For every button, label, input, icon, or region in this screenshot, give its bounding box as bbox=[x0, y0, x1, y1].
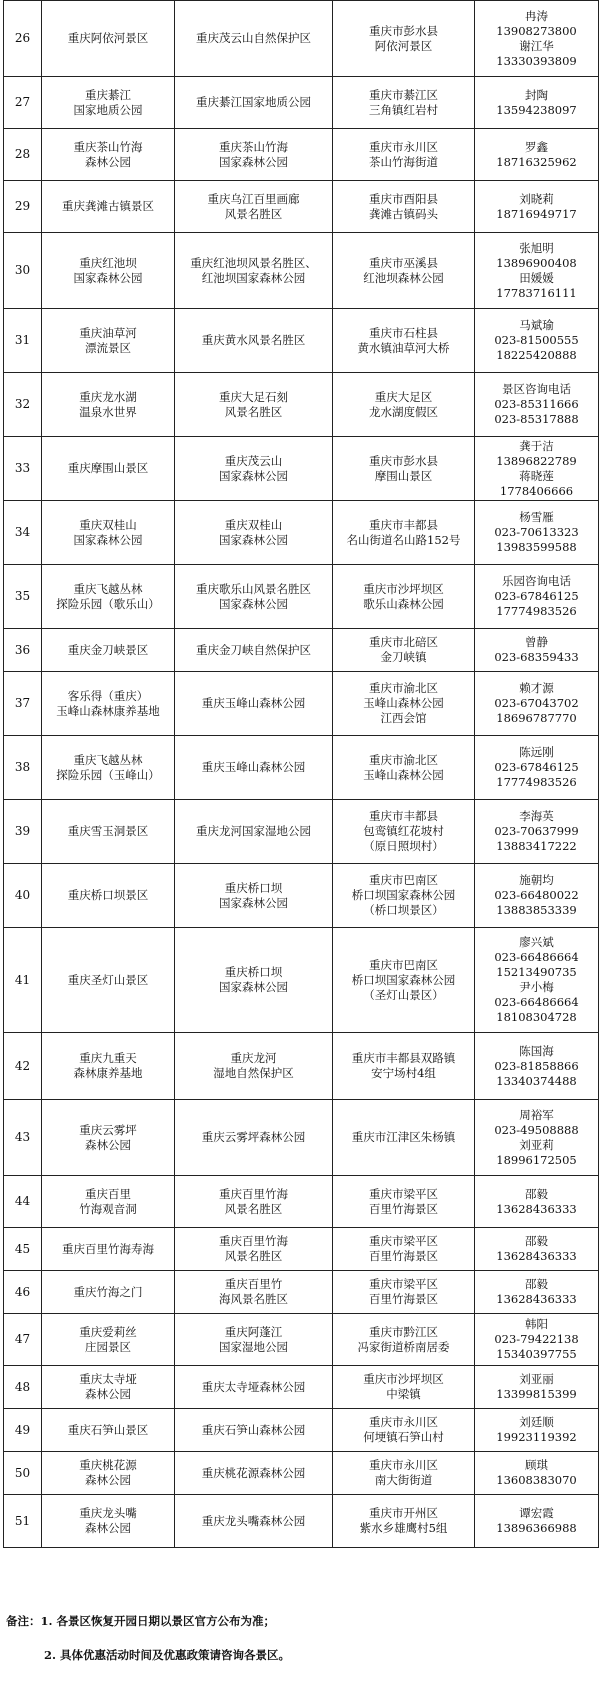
table-row bbox=[4, 309, 599, 373]
contact-info-cell: 罗鑫 18716325962 bbox=[475, 129, 599, 181]
scenic-name-cell: 重庆油草河 漂流景区 bbox=[42, 309, 175, 373]
address-cell: 重庆市綦江区 三角镇红岩村 bbox=[333, 77, 475, 129]
address-cell: 重庆市丰都县 名山街道名山路152号 bbox=[333, 501, 475, 565]
table-row bbox=[4, 736, 599, 800]
contact-info-cell: 韩阳 023-79422138 15340397755 bbox=[475, 1314, 599, 1366]
row-number-cell: 28 bbox=[4, 129, 42, 181]
scenic-name-cell: 重庆竹海之门 bbox=[42, 1271, 175, 1314]
row-number-cell: 51 bbox=[4, 1495, 42, 1548]
scenic-name-cell: 重庆摩围山景区 bbox=[42, 437, 175, 501]
address-cell: 重庆市巴南区 桥口坝国家森林公园 （圣灯山景区） bbox=[333, 928, 475, 1033]
contact-info-cell: 封陶 13594238097 bbox=[475, 77, 599, 129]
address-cell: 重庆市渝北区 玉峰山森林公园 江西会馆 bbox=[333, 672, 475, 736]
managing-unit-cell: 重庆太寺垭森林公园 bbox=[175, 1366, 333, 1409]
managing-unit-cell: 重庆龙河 湿地自然保护区 bbox=[175, 1033, 333, 1100]
scenic-name-cell: 重庆飞越丛林 探险乐园（玉峰山） bbox=[42, 736, 175, 800]
managing-unit-cell: 重庆桥口坝 国家森林公园 bbox=[175, 864, 333, 928]
managing-unit-cell: 重庆大足石刻 风景名胜区 bbox=[175, 373, 333, 437]
row-number-cell: 29 bbox=[4, 181, 42, 233]
address-cell: 重庆市梁平区 百里竹海景区 bbox=[333, 1228, 475, 1271]
managing-unit-cell: 重庆红池坝风景名胜区、 红池坝国家森林公园 bbox=[175, 233, 333, 309]
contact-info-cell: 顾琪 13608383070 bbox=[475, 1452, 599, 1495]
contact-info-cell: 廖兴斌 023-66486664 15213490735 尹小梅 023-66486664 18108304728 bbox=[475, 928, 599, 1033]
table-row bbox=[4, 1, 599, 77]
table-row bbox=[4, 1495, 599, 1548]
managing-unit-cell: 重庆茶山竹海 国家森林公园 bbox=[175, 129, 333, 181]
table-body bbox=[4, 1, 599, 1548]
table-row bbox=[4, 1176, 599, 1228]
row-number-cell: 36 bbox=[4, 629, 42, 672]
table-row bbox=[4, 672, 599, 736]
table-row bbox=[4, 1271, 599, 1314]
scenic-name-cell: 重庆双桂山 国家森林公园 bbox=[42, 501, 175, 565]
contact-info-cell: 周裕军 023-49508888 刘亚莉 18996172505 bbox=[475, 1100, 599, 1176]
contact-info-cell: 陈国海 023-81858866 13340374488 bbox=[475, 1033, 599, 1100]
managing-unit-cell: 重庆茂云山自然保护区 bbox=[175, 1, 333, 77]
row-number-cell: 41 bbox=[4, 928, 42, 1033]
contact-info-cell: 陈远刚 023-67846125 17774983526 bbox=[475, 736, 599, 800]
managing-unit-cell: 重庆歌乐山风景名胜区 国家森林公园 bbox=[175, 565, 333, 629]
row-number-cell: 35 bbox=[4, 565, 42, 629]
managing-unit-cell: 重庆桃花源森林公园 bbox=[175, 1452, 333, 1495]
contact-info-cell: 张旭明 13896900408 田媛媛 17783716111 bbox=[475, 233, 599, 309]
row-number-cell: 42 bbox=[4, 1033, 42, 1100]
row-number-cell: 49 bbox=[4, 1409, 42, 1452]
row-number-cell: 34 bbox=[4, 501, 42, 565]
address-cell: 重庆市北碚区 金刀峡镇 bbox=[333, 629, 475, 672]
contact-info-cell: 马斌瑜 023-81500555 18225420888 bbox=[475, 309, 599, 373]
address-cell: 重庆市黔江区 冯家街道桥南居委 bbox=[333, 1314, 475, 1366]
scenic-name-cell: 重庆百里竹海寿海 bbox=[42, 1228, 175, 1271]
address-cell: 重庆市永川区 茶山竹海街道 bbox=[333, 129, 475, 181]
note-line-2: 2. 具体优惠活动时间及优惠政策请咨询各景区。 bbox=[44, 1648, 291, 1662]
managing-unit-cell: 重庆龙头嘴森林公园 bbox=[175, 1495, 333, 1548]
row-number-cell: 47 bbox=[4, 1314, 42, 1366]
address-cell: 重庆市巴南区 桥口坝国家森林公园 （桥口坝景区） bbox=[333, 864, 475, 928]
address-cell: 重庆市开州区 紫水乡雄鹰村5组 bbox=[333, 1495, 475, 1548]
scenic-name-cell: 重庆龙水湖 温泉水世界 bbox=[42, 373, 175, 437]
scenic-name-cell: 重庆飞越丛林 探险乐园（歌乐山） bbox=[42, 565, 175, 629]
managing-unit-cell: 重庆桥口坝 国家森林公园 bbox=[175, 928, 333, 1033]
row-number-cell: 40 bbox=[4, 864, 42, 928]
row-number-cell: 30 bbox=[4, 233, 42, 309]
contact-info-cell: 杨雪雁 023-70613323 13983599588 bbox=[475, 501, 599, 565]
row-number-cell: 31 bbox=[4, 309, 42, 373]
managing-unit-cell: 重庆金刀峡自然保护区 bbox=[175, 629, 333, 672]
row-number-cell: 43 bbox=[4, 1100, 42, 1176]
address-cell: 重庆市沙坪坝区 歌乐山森林公园 bbox=[333, 565, 475, 629]
managing-unit-cell: 重庆綦江国家地质公园 bbox=[175, 77, 333, 129]
contact-info-cell: 谭宏霞 13896366988 bbox=[475, 1495, 599, 1548]
scenic-name-cell: 重庆雪玉洞景区 bbox=[42, 800, 175, 864]
row-number-cell: 27 bbox=[4, 77, 42, 129]
address-cell: 重庆市彭水县 阿依河景区 bbox=[333, 1, 475, 77]
table-row bbox=[4, 233, 599, 309]
address-cell: 重庆市彭水县 摩围山景区 bbox=[333, 437, 475, 501]
table-row bbox=[4, 501, 599, 565]
row-number-cell: 33 bbox=[4, 437, 42, 501]
table-row bbox=[4, 1366, 599, 1409]
row-number-cell: 37 bbox=[4, 672, 42, 736]
contact-info-cell: 乐园咨询电话 023-67846125 17774983526 bbox=[475, 565, 599, 629]
contact-info-cell: 邵毅 13628436333 bbox=[475, 1228, 599, 1271]
row-number-cell: 26 bbox=[4, 1, 42, 77]
managing-unit-cell: 重庆玉峰山森林公园 bbox=[175, 736, 333, 800]
table-row bbox=[4, 1314, 599, 1366]
contact-info-cell: 邵毅 13628436333 bbox=[475, 1271, 599, 1314]
footnotes bbox=[6, 1596, 290, 1681]
contact-info-cell: 李海英 023-70637999 13883417222 bbox=[475, 800, 599, 864]
contact-info-cell: 冉涛 13908273800 谢江华 13330393809 bbox=[475, 1, 599, 77]
table-row bbox=[4, 1033, 599, 1100]
contact-info-cell: 邵毅 13628436333 bbox=[475, 1176, 599, 1228]
contact-info-cell: 施朝均 023-66480022 13883853339 bbox=[475, 864, 599, 928]
table-row bbox=[4, 77, 599, 129]
row-number-cell: 45 bbox=[4, 1228, 42, 1271]
table-row bbox=[4, 181, 599, 233]
note-line-1: 备注：1. 各景区恢复开园日期以景区官方公布为准； bbox=[6, 1614, 276, 1628]
address-cell: 重庆市梁平区 百里竹海景区 bbox=[333, 1271, 475, 1314]
contact-info-cell: 赖才源 023-67043702 18696787770 bbox=[475, 672, 599, 736]
managing-unit-cell: 重庆百里竹海 风景名胜区 bbox=[175, 1176, 333, 1228]
row-number-cell: 46 bbox=[4, 1271, 42, 1314]
address-cell: 重庆市渝北区 玉峰山森林公园 bbox=[333, 736, 475, 800]
contact-info-cell: 刘廷顺 19923119392 bbox=[475, 1409, 599, 1452]
contact-info-cell: 曾静 023-68359433 bbox=[475, 629, 599, 672]
row-number-cell: 50 bbox=[4, 1452, 42, 1495]
scenic-name-cell: 重庆红池坝 国家森林公园 bbox=[42, 233, 175, 309]
managing-unit-cell: 重庆玉峰山森林公园 bbox=[175, 672, 333, 736]
row-number-cell: 32 bbox=[4, 373, 42, 437]
table-row bbox=[4, 800, 599, 864]
row-number-cell: 48 bbox=[4, 1366, 42, 1409]
address-cell: 重庆市永川区 南大街街道 bbox=[333, 1452, 475, 1495]
table-row bbox=[4, 437, 599, 501]
managing-unit-cell: 重庆黄水风景名胜区 bbox=[175, 309, 333, 373]
table-row bbox=[4, 373, 599, 437]
row-number-cell: 44 bbox=[4, 1176, 42, 1228]
address-cell: 重庆市酉阳县 龚滩古镇码头 bbox=[333, 181, 475, 233]
scenic-name-cell: 重庆石笋山景区 bbox=[42, 1409, 175, 1452]
scenic-name-cell: 重庆綦江 国家地质公园 bbox=[42, 77, 175, 129]
scenic-name-cell: 重庆龚滩古镇景区 bbox=[42, 181, 175, 233]
address-cell: 重庆市石柱县 黄水镇油草河大桥 bbox=[333, 309, 475, 373]
scenic-name-cell: 客乐得（重庆） 玉峰山森林康养基地 bbox=[42, 672, 175, 736]
scenic-name-cell: 重庆云雾坪 森林公园 bbox=[42, 1100, 175, 1176]
scenic-area-table bbox=[3, 0, 599, 1548]
scenic-name-cell: 重庆龙头嘴 森林公园 bbox=[42, 1495, 175, 1548]
table-row bbox=[4, 129, 599, 181]
scenic-name-cell: 重庆金刀峡景区 bbox=[42, 629, 175, 672]
managing-unit-cell: 重庆阿蓬江 国家湿地公园 bbox=[175, 1314, 333, 1366]
address-cell: 重庆市梁平区 百里竹海景区 bbox=[333, 1176, 475, 1228]
address-cell: 重庆市沙坪坝区 中梁镇 bbox=[333, 1366, 475, 1409]
address-cell: 重庆市永川区 何埂镇石笋山村 bbox=[333, 1409, 475, 1452]
contact-info-cell: 刘晓莉 18716949717 bbox=[475, 181, 599, 233]
table-row bbox=[4, 629, 599, 672]
scenic-name-cell: 重庆爱莉丝 庄园景区 bbox=[42, 1314, 175, 1366]
scenic-name-cell: 重庆九重天 森林康养基地 bbox=[42, 1033, 175, 1100]
address-cell: 重庆大足区 龙水湖度假区 bbox=[333, 373, 475, 437]
managing-unit-cell: 重庆乌江百里画廊 风景名胜区 bbox=[175, 181, 333, 233]
scenic-name-cell: 重庆太寺垭 森林公园 bbox=[42, 1366, 175, 1409]
managing-unit-cell: 重庆双桂山 国家森林公园 bbox=[175, 501, 333, 565]
address-cell: 重庆市巫溪县 红池坝森林公园 bbox=[333, 233, 475, 309]
table-row bbox=[4, 864, 599, 928]
scenic-name-cell: 重庆桥口坝景区 bbox=[42, 864, 175, 928]
table-row bbox=[4, 1409, 599, 1452]
managing-unit-cell: 重庆石笋山森林公园 bbox=[175, 1409, 333, 1452]
scenic-name-cell: 重庆桃花源 森林公园 bbox=[42, 1452, 175, 1495]
address-cell: 重庆市丰都县 包鸾镇红花坡村 （原日照坝村） bbox=[333, 800, 475, 864]
contact-info-cell: 龚于洁 13896822789 蒋晓莲 1778406666 bbox=[475, 437, 599, 501]
table-row bbox=[4, 565, 599, 629]
scenic-name-cell: 重庆茶山竹海 森林公园 bbox=[42, 129, 175, 181]
address-cell: 重庆市江津区朱杨镇 bbox=[333, 1100, 475, 1176]
contact-info-cell: 景区咨询电话 023-85311666 023-85317888 bbox=[475, 373, 599, 437]
table-row bbox=[4, 1452, 599, 1495]
managing-unit-cell: 重庆百里竹 海风景名胜区 bbox=[175, 1271, 333, 1314]
table-row bbox=[4, 1100, 599, 1176]
managing-unit-cell: 重庆龙河国家湿地公园 bbox=[175, 800, 333, 864]
row-number-cell: 39 bbox=[4, 800, 42, 864]
managing-unit-cell: 重庆云雾坪森林公园 bbox=[175, 1100, 333, 1176]
address-cell: 重庆市丰都县双路镇 安宁场村4组 bbox=[333, 1033, 475, 1100]
scenic-name-cell: 重庆百里 竹海观音洞 bbox=[42, 1176, 175, 1228]
scenic-name-cell: 重庆圣灯山景区 bbox=[42, 928, 175, 1033]
row-number-cell: 38 bbox=[4, 736, 42, 800]
contact-info-cell: 刘亚丽 13399815399 bbox=[475, 1366, 599, 1409]
table-row bbox=[4, 1228, 599, 1271]
managing-unit-cell: 重庆百里竹海 风景名胜区 bbox=[175, 1228, 333, 1271]
table-row bbox=[4, 928, 599, 1033]
scenic-name-cell: 重庆阿依河景区 bbox=[42, 1, 175, 77]
managing-unit-cell: 重庆茂云山 国家森林公园 bbox=[175, 437, 333, 501]
